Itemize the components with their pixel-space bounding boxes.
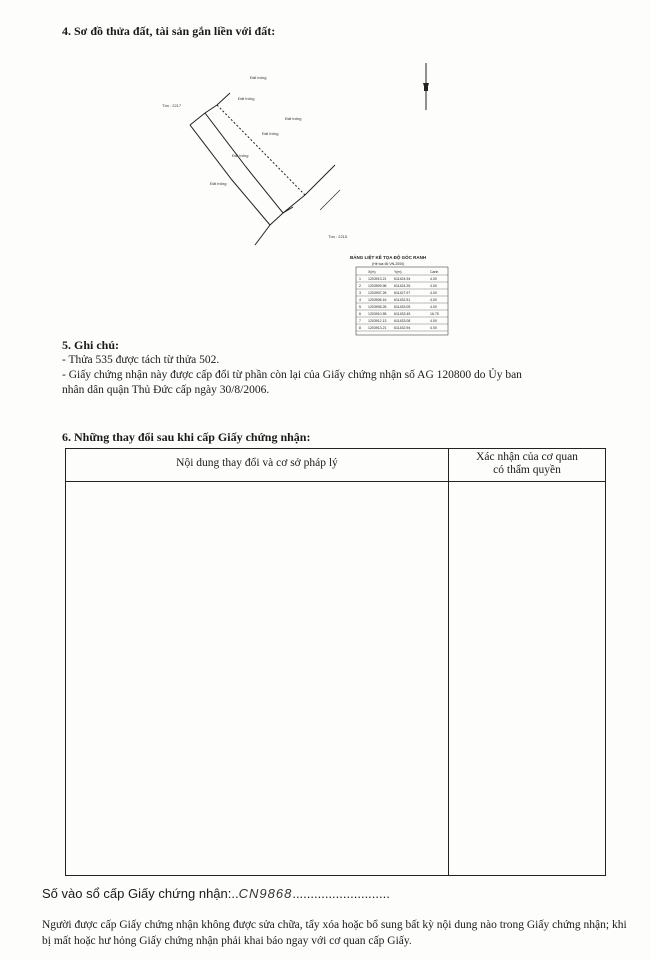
map-label-4: Đất trống — [232, 153, 249, 158]
note-3: nhân dân quận Thủ Đức cấp ngày 30/8/2006. — [62, 384, 270, 396]
coord-cell: 4.00 — [430, 319, 437, 323]
col2-header-line1: Xác nhận của cơ quan — [476, 451, 578, 463]
coord-cell: 611432.51 — [394, 298, 411, 302]
coord-cell: 1203906.16 — [368, 298, 387, 302]
coord-cell: 611433.45 — [394, 312, 411, 316]
register-label: Số vào sổ cấp Giấy chứng nhận: — [42, 886, 232, 901]
coord-header-cell: Y(m) — [394, 270, 402, 274]
north-arrow-icon — [423, 63, 429, 110]
note-2: - Giấy chứng nhận này được cấp đổi từ phần còn lại của Giấy chứng nhận số AG 120800 do Ủy ban — [62, 369, 522, 381]
coord-cell: 4.00 — [430, 291, 437, 295]
register-number-line: Số vào sổ cấp Giấy chứng nhận:..CN9868........................... — [42, 886, 390, 901]
coord-cell: 6 — [359, 312, 361, 316]
register-value: CN9868 — [238, 886, 293, 901]
col2-header-line2: có thẩm quyền — [493, 464, 561, 476]
coord-cell: 611432.94 — [394, 326, 411, 330]
warning-text: Người được cấp Giấy chứng nhận không được sửa chữa, tẩy xóa hoặc bổ sung bất kỳ nội dung nào trong Giấy chứng nhận; khi bị mất hoặc hư hỏng Giấy chứng nhận phải khai báo ngay với cơ quan cấp Giấy. — [42, 919, 627, 947]
coord-cell: 611433.08 — [394, 319, 411, 323]
section4-title: 4. Sơ đồ thửa đất, tài sản gắn liền với đất: — [62, 24, 276, 38]
coord-cell: 8 — [359, 326, 361, 330]
coord-cell: 4 — [359, 298, 361, 302]
coord-cell: 4.00 — [430, 277, 437, 281]
coord-cell: 4.00 — [430, 305, 437, 309]
map-label-2: Đất trống — [238, 96, 255, 101]
coord-cell: 4.00 — [430, 326, 437, 330]
coord-cell: 611427.97 — [394, 291, 411, 295]
parcel-map — [150, 55, 480, 330]
coord-header-cell: X(m) — [368, 270, 376, 274]
section5-title: 5. Ghi chú: — [62, 338, 120, 352]
coord-cell: 16.75 — [430, 312, 439, 316]
coord-cell: 4.00 — [430, 284, 437, 288]
map-label-5: Đất trống — [210, 181, 227, 186]
coord-cell: 1203913.21 — [368, 277, 387, 281]
coord-cell: 1203909.96 — [368, 284, 387, 288]
coord-cell: 3 — [359, 291, 361, 295]
changes-table — [65, 448, 606, 876]
coord-cell: 611433.05 — [394, 305, 411, 309]
parcel-outline — [190, 93, 340, 245]
map-label-6: Đất trống — [262, 131, 279, 136]
note-1: - Thửa 535 được tách từ thửa 502. — [62, 354, 220, 366]
table-column-divider — [448, 449, 449, 875]
coordinate-table — [350, 253, 448, 335]
coord-cell: 1203913.21 — [368, 326, 387, 330]
coord-cell: 611424.94 — [394, 277, 411, 281]
coord-cell: 1203912.13 — [368, 319, 387, 323]
coord-cell: 2 — [359, 284, 361, 288]
changes-table-col2-header — [449, 451, 605, 477]
neighbor-bottom-label: Tồn : 2215 — [328, 234, 348, 239]
coord-table-subtitle: (Hệ tọa độ VN-2000) — [372, 262, 405, 266]
coord-table-title: BẢNG LIỆT KÊ TỌA ĐỘ GÓC RANH — [350, 255, 427, 260]
map-label-3: Đất trống — [285, 116, 302, 121]
coord-cell: 1203907.26 — [368, 291, 387, 295]
table-header-divider — [66, 481, 605, 482]
neighbor-top-label: Tồn : 2217 — [162, 103, 182, 108]
coord-header-cell: Cạnh — [430, 270, 439, 274]
coord-cell: 4.00 — [430, 298, 437, 302]
section6-title: 6. Những thay đổi sau khi cấp Giấy chứng nhận: — [62, 430, 311, 444]
changes-table-col1-header: Nội dung thay đổi và cơ sở pháp lý — [176, 457, 338, 469]
coord-cell: 611424.25 — [394, 284, 411, 288]
coord-cell: 5 — [359, 305, 361, 309]
coord-cell: 7 — [359, 319, 361, 323]
coord-cell: 1203910.55 — [368, 312, 387, 316]
coord-cell: 1 — [359, 277, 361, 281]
coord-cell: 1203905.26 — [368, 305, 387, 309]
map-label-1: Đất trống — [250, 75, 267, 80]
